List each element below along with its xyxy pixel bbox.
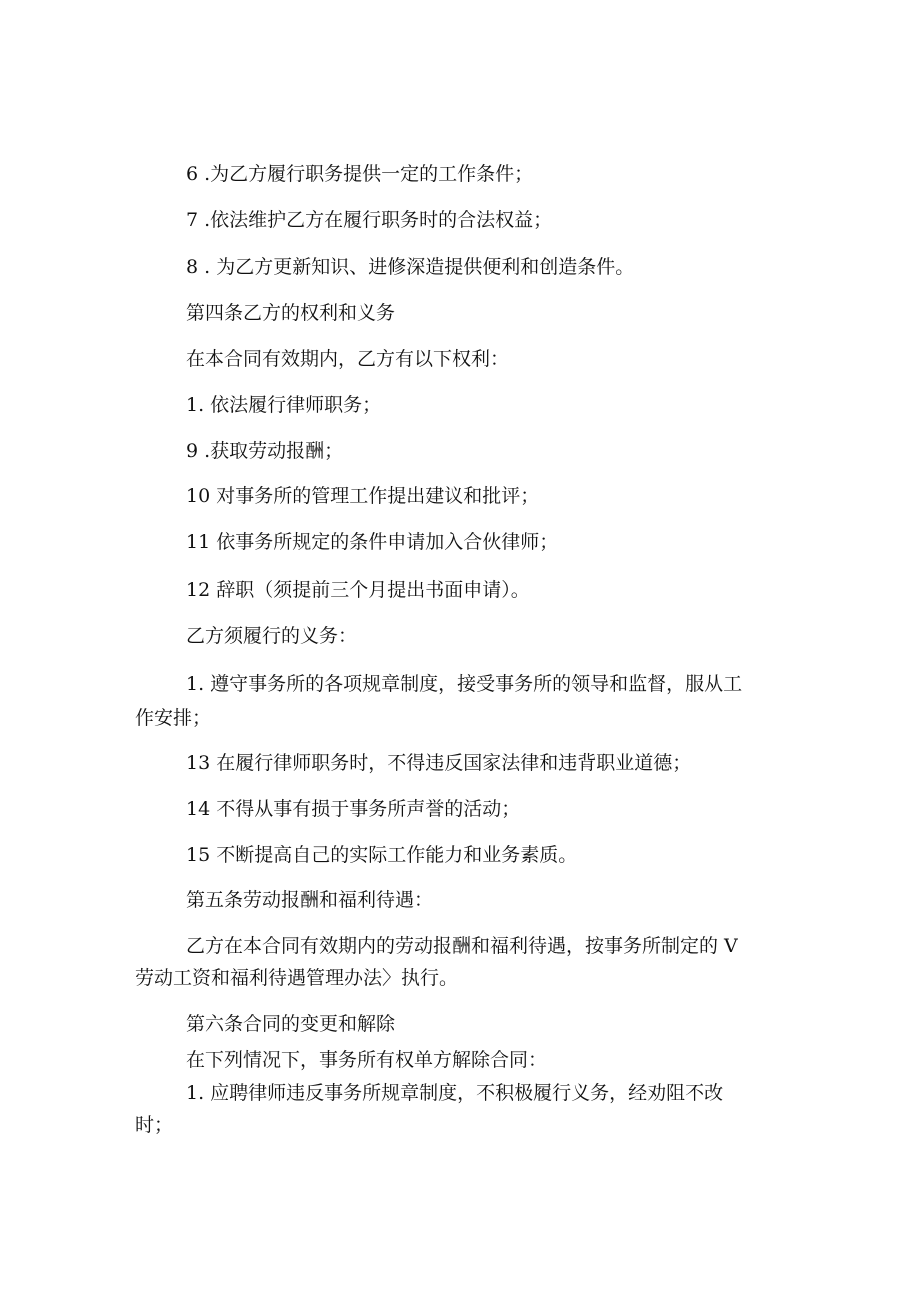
item-14: 14 不得从事有损于事务所声誉的活动； [186,798,521,820]
item-12: 12 辞职（须提前三个月提出书面申请）。 [186,579,530,601]
item-6: 6 .为乙方履行职务提供一定的工作条件； [186,163,534,185]
termination-intro: 在下列情况下，事务所有权单方解除合同： [186,1049,548,1071]
item-13: 13 在履行律师职务时，不得违反国家法律和违背职业道德； [186,752,692,774]
obligation-1: 1. 遵守事务所的各项规章制度，接受事务所的领导和监督，服从工 [186,673,743,695]
article-4-heading: 第四条乙方的权利和义务 [186,302,396,324]
item-15: 15 不断提高自己的实际工作能力和业务素质。 [186,844,578,866]
article-5-paragraph: 乙方在本合同有效期内的劳动报酬和福利待遇，按事务所制定的 V [186,935,738,957]
obligations-intro: 乙方须履行的义务： [186,625,358,647]
article-6-heading: 第六条合同的变更和解除 [186,1013,396,1035]
article-5-paragraph-continued: 劳动工资和福利待遇管理办法〉执行。 [135,967,459,989]
item-7: 7 .依法维护乙方在履行职务时的合法权益； [186,209,553,231]
item-10: 10 对事务所的管理工作提出建议和批评； [186,485,540,507]
item-8: 8 . 为乙方更新知识、进修深造提供便利和创造条件。 [186,256,635,278]
obligation-1-continued: 作安排； [135,707,212,729]
right-1: 1. 依法履行律师职务； [186,394,382,416]
termination-1-continued: 时； [135,1114,174,1136]
item-9: 9 .获取劳动报酬； [186,440,344,462]
item-11: 11 依事务所规定的条件申请加入合伙律师； [186,531,559,553]
rights-intro: 在本合同有效期内，乙方有以下权利： [186,348,510,370]
termination-1: 1. 应聘律师违反事务所规章制度，不积极履行义务，经劝阻不改 [186,1082,724,1104]
article-5-heading: 第五条劳动报酬和福利待遇： [186,889,434,911]
